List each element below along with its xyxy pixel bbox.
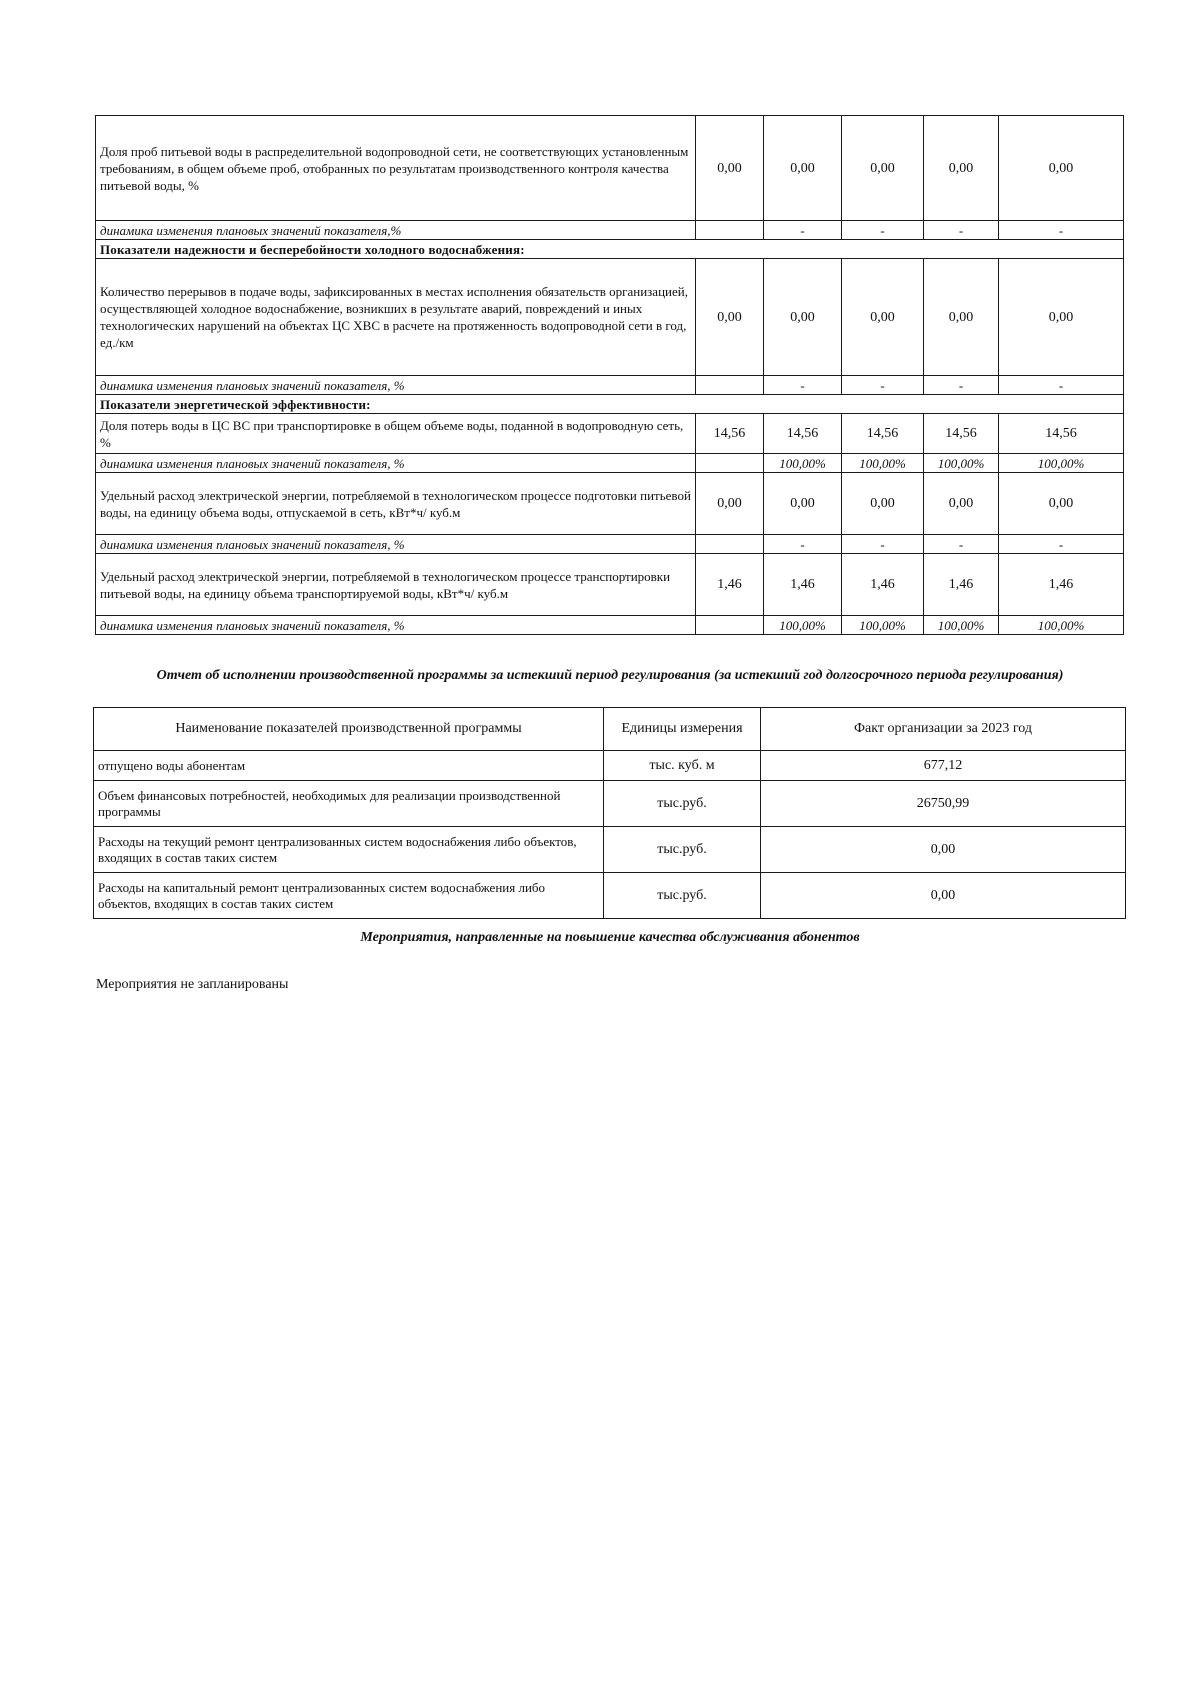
dynamics-value: - xyxy=(924,221,999,240)
dynamics-label: динамика изменения плановых значений показателя, % xyxy=(96,376,696,395)
table-row xyxy=(94,751,1126,781)
section-header-row xyxy=(96,395,1124,414)
dynamics-value: - xyxy=(999,221,1124,240)
dynamics-row xyxy=(96,535,1124,554)
table-row xyxy=(96,554,1124,616)
dynamics-value: - xyxy=(764,376,842,395)
indicator-value: 0,00 xyxy=(696,473,764,535)
table-row xyxy=(96,259,1124,376)
dynamics-label: динамика изменения плановых значений показателя, % xyxy=(96,535,696,554)
dynamics-value: - xyxy=(842,535,924,554)
report-fact: 0,00 xyxy=(761,827,1126,873)
dynamics-value: - xyxy=(842,221,924,240)
indicator-value: 1,46 xyxy=(764,554,842,616)
indicator-value: 14,56 xyxy=(764,414,842,454)
indicator-value: 0,00 xyxy=(696,116,764,221)
indicator-label: Доля потерь воды в ЦС ВС при транспортировке в общем объеме воды, поданной в водопроводную сеть, % xyxy=(96,414,696,454)
dynamics-value xyxy=(696,535,764,554)
dynamics-value: 100,00% xyxy=(842,454,924,473)
column-header: Наименование показателей производственной программы xyxy=(94,708,604,751)
indicator-label: Удельный расход электрической энергии, потребляемой в технологическом процессе транспортировки питьевой воды, на единицу объема транспортируемой воды, кВт*ч/ куб.м xyxy=(96,554,696,616)
table-row xyxy=(96,116,1124,221)
measures-title: Мероприятия, направленные на повышение качества обслуживания абонентов xyxy=(360,930,860,945)
dynamics-value xyxy=(696,376,764,395)
report-header-row xyxy=(94,708,1126,751)
indicator-value: 14,56 xyxy=(924,414,999,454)
column-header: Единицы измерения xyxy=(604,708,761,751)
indicator-value: 0,00 xyxy=(764,473,842,535)
indicator-value: 0,00 xyxy=(924,259,999,376)
measures-text: Мероприятия не запланированы xyxy=(96,977,289,992)
table-row xyxy=(94,873,1126,919)
dynamics-row xyxy=(96,221,1124,240)
report-fact: 26750,99 xyxy=(761,781,1126,827)
dynamics-label: динамика изменения плановых значений показателя, % xyxy=(96,616,696,635)
dynamics-value: 100,00% xyxy=(999,616,1124,635)
dynamics-value: - xyxy=(842,376,924,395)
indicator-value: 0,00 xyxy=(924,473,999,535)
dynamics-value xyxy=(696,221,764,240)
indicator-value: 1,46 xyxy=(842,554,924,616)
report-unit: тыс. куб. м xyxy=(604,751,761,781)
dynamics-value: - xyxy=(924,535,999,554)
table-row xyxy=(96,473,1124,535)
dynamics-value xyxy=(696,616,764,635)
indicator-value: 0,00 xyxy=(842,259,924,376)
dynamics-label: динамика изменения плановых значений показателя, % xyxy=(96,454,696,473)
report-table xyxy=(93,707,1126,919)
dynamics-value: 100,00% xyxy=(842,616,924,635)
table-row xyxy=(96,414,1124,454)
report-indicator: отпущено воды абонентам xyxy=(94,751,604,781)
section-title: Показатели энергетической эффективности: xyxy=(96,395,1124,414)
report-indicator: Расходы на текущий ремонт централизованных систем водоснабжения либо объектов, входящих в состав таких систем xyxy=(94,827,604,873)
indicator-value: 14,56 xyxy=(842,414,924,454)
indicator-value: 0,00 xyxy=(999,116,1124,221)
indicator-value: 0,00 xyxy=(764,259,842,376)
indicator-value: 0,00 xyxy=(842,116,924,221)
dynamics-value: 100,00% xyxy=(764,616,842,635)
column-header: Факт организации за 2023 год xyxy=(761,708,1126,751)
dynamics-row xyxy=(96,376,1124,395)
dynamics-value: - xyxy=(764,221,842,240)
dynamics-value: 100,00% xyxy=(764,454,842,473)
indicator-value: 0,00 xyxy=(999,259,1124,376)
dynamics-value: 100,00% xyxy=(924,616,999,635)
report-fact: 0,00 xyxy=(761,873,1126,919)
table-row xyxy=(94,781,1126,827)
dynamics-value: - xyxy=(924,376,999,395)
report-unit: тыс.руб. xyxy=(604,781,761,827)
dynamics-row xyxy=(96,616,1124,635)
report-unit: тыс.руб. xyxy=(604,873,761,919)
dynamics-value: - xyxy=(999,535,1124,554)
table-row xyxy=(94,827,1126,873)
indicator-value: 0,00 xyxy=(764,116,842,221)
section-header-row xyxy=(96,240,1124,259)
indicator-value: 0,00 xyxy=(842,473,924,535)
section-title: Показатели надежности и бесперебойности холодного водоснабжения: xyxy=(96,240,1124,259)
indicators-table xyxy=(95,115,1124,635)
indicator-label: Удельный расход электрической энергии, потребляемой в технологическом процессе подготовки питьевой воды, на единицу объема воды, отпускаемой в сеть, кВт*ч/ куб.м xyxy=(96,473,696,535)
report-indicator: Объем финансовых потребностей, необходимых для реализации производственной программы xyxy=(94,781,604,827)
dynamics-value: - xyxy=(764,535,842,554)
dynamics-value xyxy=(696,454,764,473)
report-title: Отчет об исполнении производственной программы за истекший период регулирования (за истекший год долгосрочного периода регулирования) xyxy=(156,668,1064,683)
report-indicator: Расходы на капитальный ремонт централизованных систем водоснабжения либо объектов, входящих в состав таких систем xyxy=(94,873,604,919)
dynamics-row xyxy=(96,454,1124,473)
indicator-value: 1,46 xyxy=(696,554,764,616)
dynamics-label: динамика изменения плановых значений показателя,% xyxy=(96,221,696,240)
report-unit: тыс.руб. xyxy=(604,827,761,873)
indicator-label: Количество перерывов в подаче воды, зафиксированных в местах исполнения обязательств организацией, осуществляющей холодное водоснабжение, возникших в результате аварий, повреждений и иных технологических нарушений на объектах ЦС ХВС в расчете на протяженность водопроводной сети в год, ед./км xyxy=(96,259,696,376)
indicator-value: 14,56 xyxy=(999,414,1124,454)
indicator-value: 1,46 xyxy=(999,554,1124,616)
dynamics-value: - xyxy=(999,376,1124,395)
indicator-value: 1,46 xyxy=(924,554,999,616)
dynamics-value: 100,00% xyxy=(999,454,1124,473)
indicator-value: 0,00 xyxy=(696,259,764,376)
indicator-value: 0,00 xyxy=(999,473,1124,535)
report-fact: 677,12 xyxy=(761,751,1126,781)
indicator-value: 14,56 xyxy=(696,414,764,454)
dynamics-value: 100,00% xyxy=(924,454,999,473)
indicator-value: 0,00 xyxy=(924,116,999,221)
indicator-label: Доля проб питьевой воды в распределительной водопроводной сети, не соответствующих установленным требованиям, в общем объеме проб, отобранных по результатам производственного контроля качества питьевой воды, % xyxy=(96,116,696,221)
